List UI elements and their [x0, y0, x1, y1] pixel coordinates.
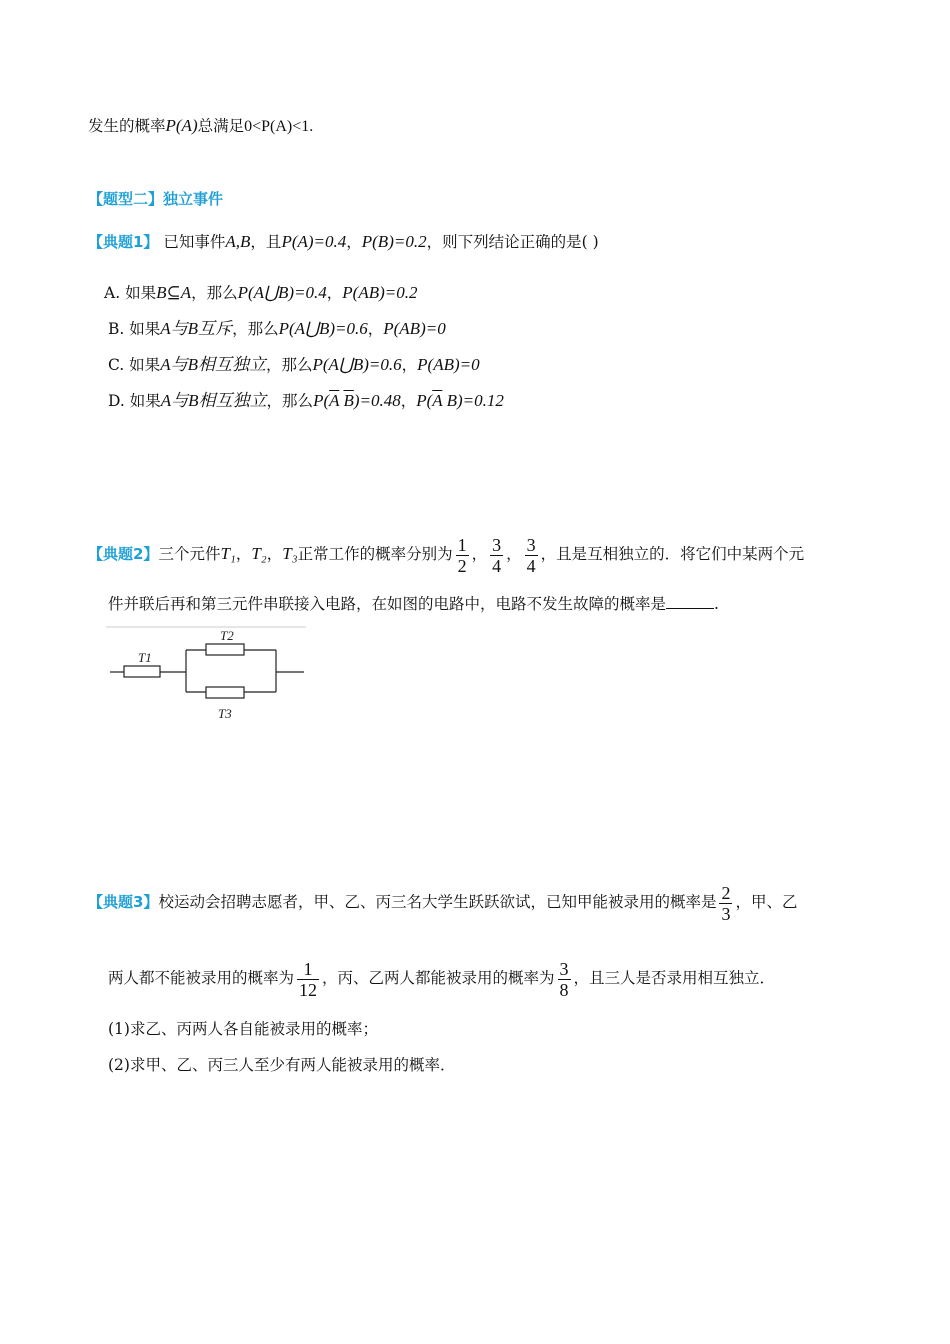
example3-q1: (1)求乙、丙两人各自能被录用的概率； — [108, 1020, 378, 1038]
example3-line2 — [108, 956, 775, 1000]
example1-pb: P(B)=0.2 — [361, 232, 427, 251]
example2-line1 — [88, 532, 804, 576]
option-expr: )=0.12 — [457, 391, 504, 410]
option-text: ，那么 — [265, 356, 313, 374]
fraction-3-4 — [490, 535, 503, 576]
example2-text: ，且是互相独立的．将它们中某两个元 — [540, 545, 805, 563]
frac-den: 4 — [492, 555, 502, 576]
option-expr: P(A⋃B)=0.4 — [237, 283, 327, 302]
intro-expr2: 0<P(A)<1. — [244, 118, 314, 135]
frac-den: 3 — [721, 903, 731, 924]
example1-pa: P(A)=0.4 — [281, 232, 347, 251]
frac-num: 1 — [457, 534, 467, 555]
comma: ， — [266, 545, 283, 563]
label-t3: T3 — [218, 706, 232, 721]
option-sep: ， — [367, 320, 384, 338]
comma: ， — [235, 545, 252, 563]
option-d[interactable] — [108, 389, 504, 413]
example2-line2 — [108, 592, 719, 616]
component-t1: T₁ — [220, 544, 236, 563]
example2-text: 三个元件 — [158, 545, 221, 563]
option-expr: P(AB)=0 — [383, 319, 446, 338]
option-expr: )=0.48 — [353, 391, 401, 410]
option-label: D. — [108, 392, 125, 410]
overline-b: $\overline{B}$ — [343, 391, 354, 410]
resistor-t2 — [206, 644, 244, 655]
option-expr: P(A⋃B)=0.6 — [278, 319, 368, 338]
label-t1: T1 — [138, 650, 152, 665]
frac-num: 1 — [303, 958, 313, 979]
fraction-1-12 — [297, 959, 319, 1000]
option-text: ，那么 — [191, 284, 238, 302]
resistor-t3 — [206, 687, 244, 698]
resistor-t1 — [124, 666, 160, 677]
example3-q2: (2)求甲、乙、丙三人至少有两人能被录用的概率． — [108, 1056, 456, 1074]
example3-text: ，且三人是否录用相互独立． — [573, 969, 776, 987]
fraction-3-8 — [558, 959, 571, 1000]
period: . — [714, 595, 719, 613]
option-cond: A与B相互独立 — [160, 355, 266, 374]
example1-events: A,B — [225, 232, 251, 251]
example2-text: 正常工作的概率分别为 — [297, 545, 453, 563]
example1-question — [88, 230, 599, 254]
example1-tag: 【典题1】 — [88, 233, 159, 251]
comma: ， — [506, 545, 522, 563]
option-text: ，那么 — [232, 320, 279, 338]
example1-sep: ， — [346, 233, 362, 251]
option-cond: A与B互斥 — [160, 319, 233, 338]
frac-num: 3 — [526, 534, 536, 555]
option-cond: A与B相互独立 — [160, 391, 267, 410]
example2-tag: 【典题2】 — [88, 545, 159, 563]
frac-num: 2 — [721, 882, 731, 903]
frac-den: 4 — [526, 555, 536, 576]
option-text: 如果 — [129, 392, 161, 410]
example1-text-a: 已知事件 — [163, 233, 226, 251]
option-text: 如果 — [125, 284, 157, 302]
frac-den: 2 — [457, 555, 467, 576]
comma: ， — [471, 545, 488, 563]
example1-text-c: ，则下列结论正确的是 — [426, 233, 582, 251]
example3-tag: 【典题3】 — [88, 893, 159, 911]
answer-blank[interactable] — [666, 592, 714, 609]
frac-den: 8 — [559, 979, 569, 1000]
overline-a: $\overline{A}$ — [432, 391, 443, 410]
option-label: A. — [104, 284, 121, 302]
intro-prefix: 发生的概率 — [88, 117, 166, 135]
option-a[interactable] — [104, 281, 417, 305]
option-sep: ， — [401, 356, 418, 374]
example1-paren: ( ) — [581, 233, 599, 251]
frac-num: 3 — [559, 958, 569, 979]
example3-line1 — [88, 880, 797, 924]
option-sep: ， — [326, 284, 343, 302]
option-sep: ， — [400, 392, 417, 410]
example3-text: 两人都不能被录用的概率为 — [108, 969, 295, 987]
component-t2: T₂ — [251, 544, 267, 563]
option-label: C. — [108, 356, 125, 374]
option-expr: P(AB)=0.2 — [342, 283, 418, 302]
component-t3: T₃ — [282, 544, 298, 563]
label-t2: T2 — [220, 628, 234, 643]
fraction-3-4 — [525, 535, 538, 576]
fraction-1-2 — [456, 535, 469, 576]
intro-expr1: P(A) — [165, 116, 198, 135]
example3-text: ，甲、乙 — [735, 893, 798, 911]
option-text: 如果 — [129, 356, 161, 374]
section-title: 【题型二】独立事件 — [88, 190, 224, 208]
option-expr: P( — [416, 391, 433, 410]
fraction-2-3 — [719, 883, 732, 924]
intro-line — [88, 114, 313, 139]
option-expr: P(AB)=0 — [417, 355, 480, 374]
option-c[interactable] — [108, 353, 480, 377]
circuit-diagram — [106, 626, 306, 726]
intro-mid: 总满足 — [197, 117, 245, 135]
option-text: 如果 — [129, 320, 161, 338]
option-cond: B⊆A — [156, 283, 192, 302]
example3-text: 校运动会招聘志愿者，甲、乙、丙三名大学生跃跃欲试，已知甲能被录用的概率是 — [158, 893, 717, 911]
plain-b: B — [446, 391, 457, 410]
example1-text-b: ，且 — [250, 233, 282, 251]
option-b[interactable] — [108, 317, 446, 341]
example2-text: 件并联后再和第三元件串联接入电路，在如图的电路中，电路不发生故障的概率是 — [108, 595, 667, 613]
option-expr: P(A⋃B)=0.6 — [312, 355, 402, 374]
example3-text: ，丙、乙两人都能被录用的概率为 — [322, 969, 555, 987]
frac-den: 12 — [299, 979, 318, 1000]
frac-num: 3 — [492, 534, 502, 555]
option-text: ，那么 — [266, 392, 314, 410]
overline-a: $\overline{A}$ — [329, 391, 340, 410]
option-label: B. — [108, 320, 125, 338]
option-expr: P( — [313, 391, 330, 410]
